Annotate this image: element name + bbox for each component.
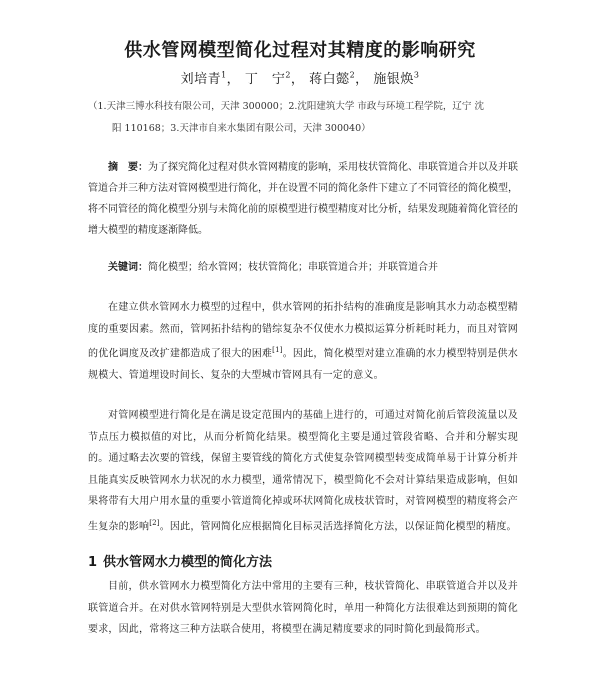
keywords-text: 简化模型；给水管网；枝状管简化；串联管道合并；并联管道合并 (148, 262, 438, 273)
author-affiliation-mark: 1 (221, 70, 227, 80)
author-name: 刘培青 (180, 72, 222, 87)
paragraph-text: 。因此，简化模型对建立准确的水力模型特别是供水规模大、管道埋设时间长、复杂的大型城市管网具有一定的意义。 (88, 348, 518, 381)
body-paragraph-2 (88, 405, 518, 537)
citation-ref: [2] (149, 518, 160, 527)
abstract-label: 摘 要： (108, 162, 148, 173)
keywords (108, 257, 528, 278)
paragraph-text: 在建立供水管网水力模型的过程中，供水管网的拓扑结构的准确度是影响其水力动态模型精度的重要因素。然而，管网拓扑结构的错综复杂不仅使水力模拟运算分析耗时耗力，而且对管网的优化调度及改扩建都造成了很大的困难 (88, 302, 518, 360)
keywords-label: 关键词： (108, 262, 148, 273)
body-paragraph-3: 目前，供水管网水力模型简化方法中常用的主要有三种，枝状管简化、串联管道合并以及并联管道合并。在对供水管网特别是大型供水管网简化时，单用一种简化方法很难达到预期的简化要求，因此，常将这三种方法联合使用，将模型在满足精度要求的同时简化到最简形式。 (88, 581, 518, 635)
author-affiliation-mark: 2 (285, 70, 291, 80)
section-title: 供水管网水力模型的简化方法 (103, 555, 273, 570)
paragraph-text: 。因此，管网简化应根据简化目标灵活选择简化方法，以保证简化模型的精度。 (159, 520, 517, 532)
author-list: 刘培青$^1$， 丁 宁$^2$， 蒋白懿$^2$， 施银焕$^3$ (180, 70, 420, 87)
paragraph-text: 对管网模型进行简化是在满足设定范围内的基础上进行的，可通过对简化前后管段流量以及节点压力模拟值的对比，从而分析简化结果。模型简化主要是通过管段省略、合并和分解实现的。通过略去次要的管线，保留主要管线的简化方式使复杂管网模型转变成简单易于计算分析并且能真实反映管网水力状况的水力模型，通常情况下，模型简化不会对计算结果造成影响，但如果将带有大用户用水量的重要小管道简化掉或环状网简化成枝状管时，对管网模型的精度将会产生复杂的影响 (88, 410, 518, 532)
paper-title: 供水管网模型简化过程对其精度的影响研究 (124, 40, 476, 61)
citation-ref: [1] (272, 346, 283, 354)
abstract-text: 为了探究简化过程对供水管网精度的影响，采用枝状管简化、串联管道合并以及并联管道合并三种方法对管网模型进行简化，并在设置不同的简化条件下建立了不同管径的简化模型，将不同管径的简化模型分别与未简化前的原模型进行模型精度对比分析，结果发现随着简化管径的增大模型的精度逐渐降低。 (88, 162, 518, 236)
affiliation-line-1: （1.天津三博水科技有限公司，天津 300000；2.沈阳建筑大学 市政与环境工程学院，辽宁 沈 (88, 101, 484, 112)
author-name: 丁 宁 (244, 72, 286, 87)
section-heading-1 (88, 551, 272, 570)
author-name: 蒋白懿 (309, 72, 350, 87)
author-affiliation-mark: 3 (413, 70, 420, 80)
body-paragraph-1 (88, 297, 518, 386)
author-name: 施银焕 (373, 72, 414, 87)
section-number: 1 (88, 555, 98, 570)
affiliation-line-2: 阳 110168；3.天津市自来水集团有限公司，天津 300040） (112, 123, 371, 134)
abstract (88, 157, 518, 241)
author-affiliation-mark: 2 (349, 70, 356, 80)
